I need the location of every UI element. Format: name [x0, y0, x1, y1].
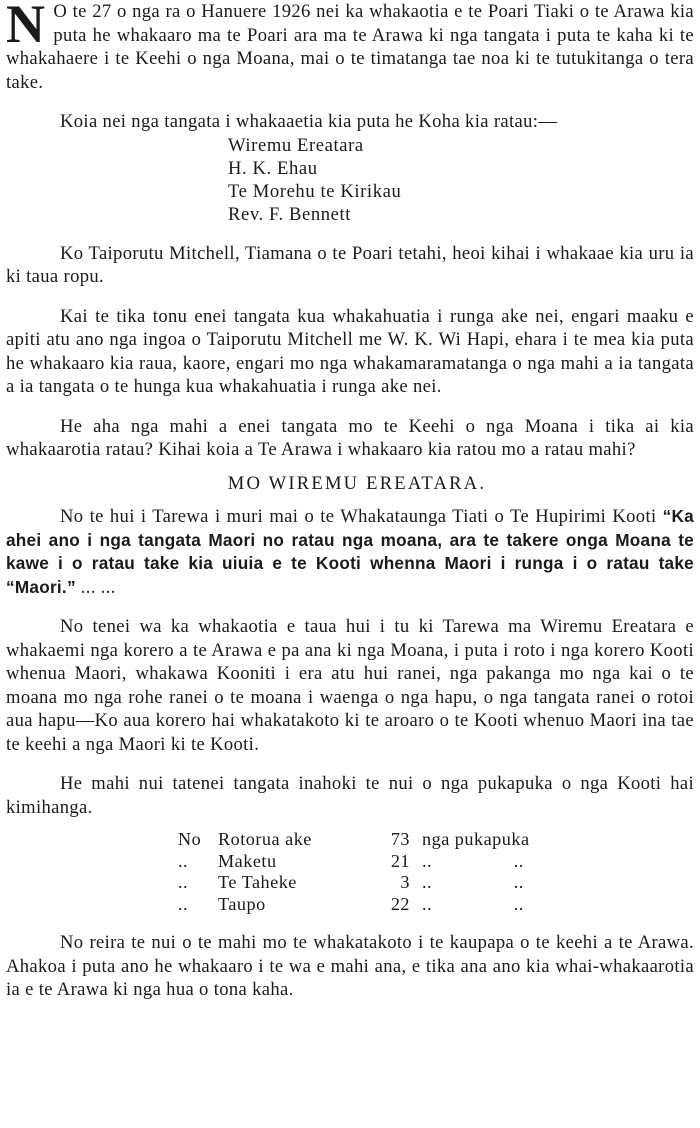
additional-names-paragraph: Kai te tika tonu enei tangata kua whakahuatia i runga ake nei, engari maaku e apiti atu ano nga ingoa o Taiporutu Mitchell me W. K. Wi Hapi, ehara i te mea kia puta he whakaaro kia raua, kaore, engari mo nga whakamaramatanga o nga mahi a ia tangata a ia tangata o te hunga kua whakahuatia i runga ake nei.	[6, 305, 694, 397]
task-paragraph: No tenei wa ka whakaotia e taua hui i tu ki Tarewa ma Wiremu Ereatara e whakaemi nga korero a te Arawa e pa ana ki nga Moana, i puta i roto i nga korero Kooti whenua Maori, whakawa Kooniti i era atu hui ranei, nga pakanga mo nga kai o te moana mo nga rohe ranei o te moana i waenga o nga hapu, o nga tangata ranei o rotoi aua hapu—Ko aua korero hai whakatakoto ki te aroaro o te Kooti whenuo Maori ina tae te keehi a nga Maori ki te Kooti.	[6, 616, 694, 755]
table-row: No Rotorua ake 73 nga pukapuka	[178, 829, 530, 849]
court-ruling-paragraph	[6, 505, 694, 599]
intro-paragraph	[6, 0, 694, 94]
recipient-name: Wiremu Ereatara	[228, 134, 364, 156]
table-row: .. Taupo 22 .. ..	[178, 893, 524, 914]
ruling-tail-text: ... ...	[75, 576, 116, 598]
chairman-paragraph: Ko Taiporutu Mitchell, Tiamana o te Poari tetahi, heoi kihai i whakaae kia uru ia ki taua ropu.	[6, 242, 694, 287]
recipient-name: Rev. F. Bennett	[228, 203, 352, 225]
closing-paragraph: No reira te nui o te mahi mo te whakatakoto i te kaupapa o te keehi a te Arawa. Ahakoa i puta ano he whakaaro i te wa e mahi ana, e tika ana ano kia whai-whakaarotia ia e te Arawa ki nga hua o tona kaha.	[6, 932, 694, 1000]
recipient-name: H. K. Ehau	[228, 157, 318, 179]
ruling-quote-text: “Ka ahei ano i nga tangata Maori no ratau nga moana, ara te takere onga Moana te kawe i o ratau take kia uiuia e te Kooti whenna Maori i runga i o ratau take “Maori.”	[6, 506, 694, 597]
court-books-table	[178, 829, 562, 915]
intro-text: O te 27 o nga ra o Hanuere 1926 nei ka whakaotia e te Poari Tiaki o te Arawa kia puta he whakaaro ma te Poari ara ma te Arawa ki nga tangata i puta te kaha ki te whakahaere i te Keehi o nga Moana, mai o te timatanga tae noa ki te tutukitanga o tera take.	[6, 1, 694, 93]
recipients-list	[6, 134, 694, 226]
question-paragraph: He aha nga mahi a enei tangata mo te Keehi o nga Moana i tika ai kia whakaarotia ratau? Kihai koia a Te Arawa i whakaaro kia ratou mo a ratau mahi?	[6, 415, 694, 460]
table-row: .. Te Taheke 3 .. ..	[178, 872, 524, 892]
recipient-name: Te Morehu te Kirikau	[228, 180, 402, 202]
section-heading: MO WIREMU EREATARA.	[227, 472, 487, 494]
drop-cap: N	[6, 0, 46, 54]
workload-paragraph: He mahi nui tatenei tangata inahoki te nui o nga pukapuka o nga Kooti hai kimihanga.	[6, 773, 694, 818]
ruling-lead-text: No te hui i Tarewa i muri mai o te Whakataunga Tiati o Te Hupirimi Kooti	[60, 506, 663, 527]
table-row: .. Maketu 21 .. ..	[178, 850, 524, 871]
recipients-intro-paragraph: Koia nei nga tangata i whakaaetia kia puta he Koha kia ratau:—	[60, 111, 558, 132]
